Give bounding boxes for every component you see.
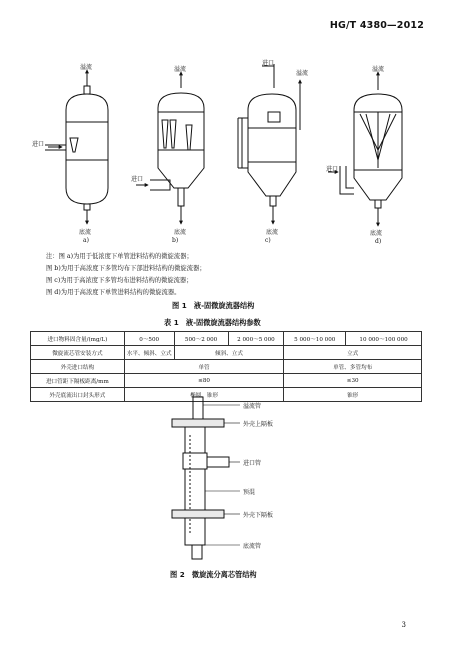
diagram-c-overflow-label: 溢流 xyxy=(296,70,309,77)
figure1-note-1: 注：图 a)为用于低浓度下单管进料结构的微旋流器； xyxy=(46,253,193,260)
table-cell: 2 000～5 000 xyxy=(228,332,284,346)
diagram-b-letter: b) xyxy=(172,237,179,244)
table-cell: 倾斜、立式 xyxy=(174,346,284,360)
diagram-d xyxy=(328,72,402,226)
casing-label: 预混 xyxy=(243,489,256,496)
standard-code: HG/T 4380—2012 xyxy=(329,20,424,31)
table-cell: ≤80 xyxy=(124,374,284,388)
diagram-d-overflow-label: 溢流 xyxy=(372,66,385,73)
table-cell: 单管 xyxy=(124,360,284,374)
table-row xyxy=(31,346,422,360)
table1-caption: 表 1 液-固微旋流器结构参数 xyxy=(164,318,261,327)
figure1-note-4: 图 d)为用于高浓度下单管进料结构的微旋流器。 xyxy=(46,289,181,296)
parameter-table xyxy=(30,331,422,402)
figure1-drawings xyxy=(0,0,450,260)
underflow-pipe-label: 底流管 xyxy=(243,543,262,550)
table-cell: 椭圆、锥形 xyxy=(124,388,284,402)
inlet-pipe-label: 进口管 xyxy=(243,460,262,467)
table-cell: 0～500 xyxy=(124,332,174,346)
figure1-note-2: 图 b)为用于高浓度下多管均布下部进料结构的微旋流器； xyxy=(46,265,206,272)
table-cell: 立式 xyxy=(284,346,422,360)
diagram-c xyxy=(238,64,300,224)
table-cell: 5 000～10 000 xyxy=(284,332,346,346)
upper-plate-label: 外壳上隔板 xyxy=(243,421,274,428)
table-row xyxy=(31,360,422,374)
diagram-b-underflow-label: 底流 xyxy=(174,229,187,236)
table-cell: ≤30 xyxy=(284,374,422,388)
table-row xyxy=(31,374,422,388)
page-number: 3 xyxy=(401,621,406,629)
table-cell: 外壳进口结构 xyxy=(31,360,125,374)
table-cell: 外壳底流出口封头形式 xyxy=(31,388,125,402)
diagram-b xyxy=(136,72,204,224)
diagram-a xyxy=(45,70,108,224)
diagram-d-letter: d) xyxy=(375,238,382,245)
figure1-note-3: 图 c)为用于高浓度下多管均布进料结构的微旋流器； xyxy=(46,277,193,284)
table-cell: 500～2 000 xyxy=(174,332,228,346)
diagram-b-inlet-label: 进口 xyxy=(131,176,144,183)
diagram-b-overflow-label: 溢流 xyxy=(174,66,187,73)
diagram-a-underflow-label: 底流 xyxy=(79,229,92,236)
table-cell: 10 000～100 000 xyxy=(346,332,422,346)
overflow-pipe-label: 溢流管 xyxy=(243,403,262,410)
table-row xyxy=(31,332,422,346)
diagram-c-inlet-label: 进口 xyxy=(262,60,275,67)
diagram-d-underflow-label: 底流 xyxy=(370,230,383,237)
figure2-drawing xyxy=(0,395,450,565)
figure1-caption: 图 1 液-固微旋流器结构 xyxy=(172,301,255,310)
table-cell: 单管、多管均布 xyxy=(284,360,422,374)
table-cell: 锥形 xyxy=(284,388,422,402)
diagram-c-letter: c) xyxy=(265,237,271,244)
table-cell: 进口管距下隔板距离/mm xyxy=(31,374,125,388)
diagram-a-inlet-label: 进口 xyxy=(32,141,45,148)
diagram-d-inlet-label: 进口 xyxy=(326,166,339,173)
diagram-a-overflow-label: 溢流 xyxy=(80,64,93,71)
table-cell: 水平、倾斜、立式 xyxy=(124,346,174,360)
diagram-a-letter: a) xyxy=(83,237,89,244)
lower-plate-label: 外壳下隔板 xyxy=(243,512,274,519)
table-cell: 微旋流芯管安装方式 xyxy=(31,346,125,360)
diagram-c-underflow-label: 底流 xyxy=(266,229,279,236)
figure2-caption: 图 2 微旋流分离芯管结构 xyxy=(170,570,257,579)
table-cell: 进口物料固含量/(mg/L) xyxy=(31,332,125,346)
